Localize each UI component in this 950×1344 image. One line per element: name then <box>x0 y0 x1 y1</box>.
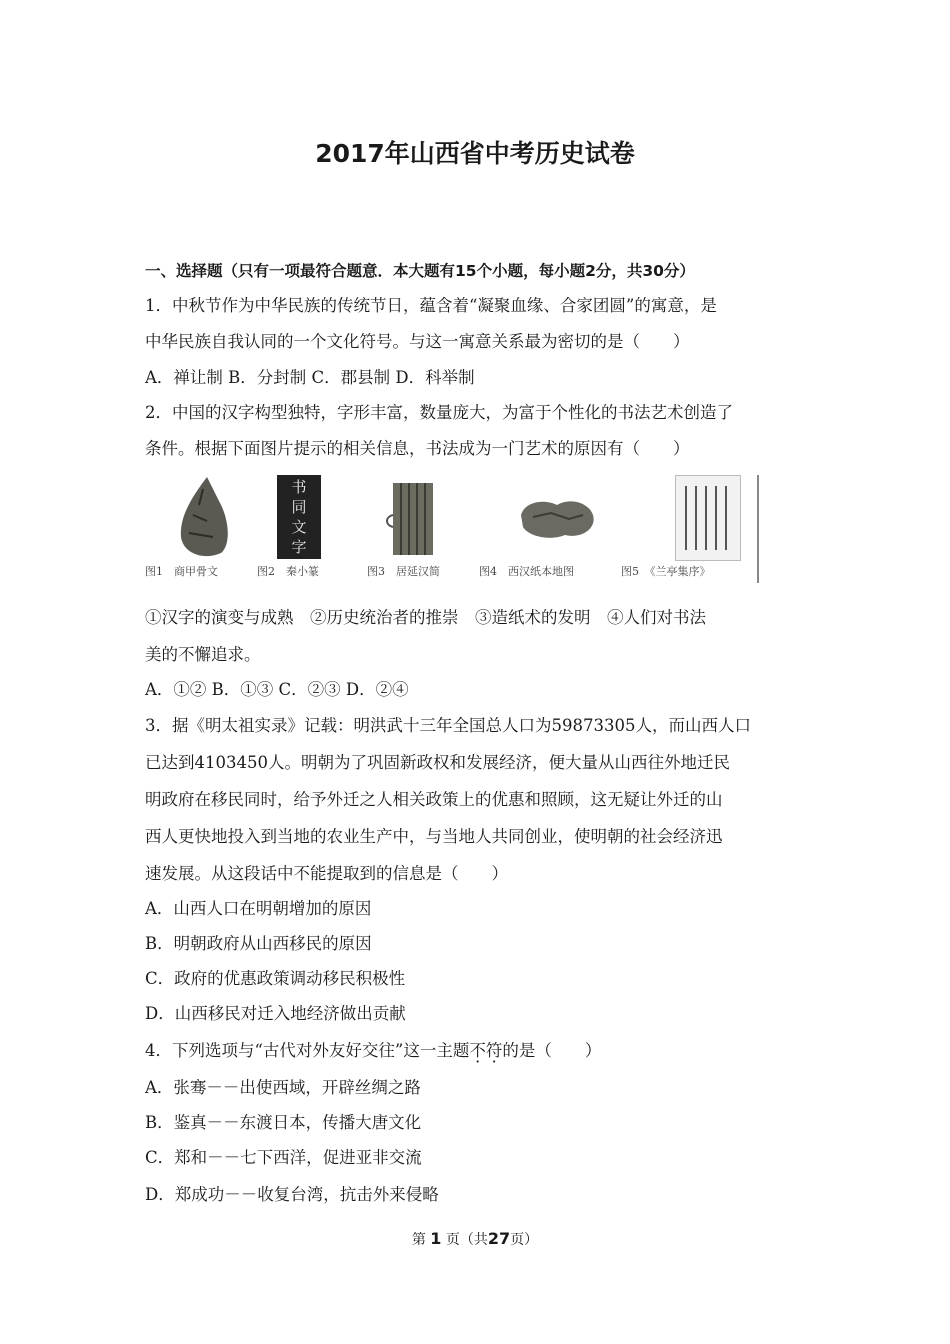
q3-stem-line4: 西人更快地投入到当地的农业生产中，与当地人共同创业，使明朝的社会经济迅 <box>145 827 723 846</box>
footer-suffix: 页） <box>510 1232 539 1248</box>
q3-stem-line2: 已达到4103450人。明朝为了巩固新政权和发展经济，便大量从山西往外地迁民 <box>145 753 730 772</box>
q4-stem-post: 的是（ ） <box>502 1041 602 1060</box>
strip-border <box>757 475 759 583</box>
q3-stem-line1: 3．据《明太祖实录》记载：明洪武十三年全国总人口为59873305人，而山西人口 <box>145 716 751 735</box>
footer-prefix: 第 <box>411 1232 426 1248</box>
q2-statements-line1: ①汉字的演变与成熟 ②历史统治者的推崇 ③造纸术的发明 ④人们对书法 <box>145 608 706 627</box>
q4-option-a: A．张骞－－出使西域，开辟丝绸之路 <box>145 1078 421 1097</box>
paper-map-image <box>511 475 601 561</box>
q4-stem <box>145 1039 601 1063</box>
q2-figure-strip <box>145 475 765 583</box>
caption-fig1: 图1 商甲骨文 <box>145 565 218 578</box>
seal-script-chars: 书同文字 <box>291 478 307 556</box>
q4-option-d: D．郑成功－－收复台湾，抗击外来侵略 <box>145 1185 439 1204</box>
q1-stem-line2: 中华民族自我认同的一个文化符号。与这一寓意关系最为密切的是（ ） <box>145 332 690 351</box>
seal-script-image <box>277 475 321 559</box>
caption-fig5: 图5 《兰亭集序》 <box>621 565 711 578</box>
q3-stem-line3: 明政府在移民同时，给予外迁之人相关政策上的优惠和照顾，这无疑让外迁的山 <box>145 790 723 809</box>
footer-total-pages: 27 <box>487 1229 511 1248</box>
q3-stem-line5: 速发展。从这段话中不能提取到的信息是（ ） <box>145 864 508 883</box>
page-footer <box>0 1229 950 1249</box>
q2-stem-line2: 条件。根据下面图片提示的相关信息，书法成为一门艺术的原因有（ ） <box>145 439 690 458</box>
q2-statements-line2: 美的不懈追求。 <box>145 645 261 664</box>
q3-option-c: C．政府的优惠政策调动移民积极性 <box>145 969 406 988</box>
section-heading: 一、选择题（只有一项最符合题意．本大题有15个小题，每小题2分，共30分） <box>145 262 695 280</box>
q4-emphasis-1: 不 <box>469 1041 486 1060</box>
page-title: 2017年山西省中考历史试卷 <box>315 139 635 168</box>
q4-option-c: C．郑和－－七下西洋，促进亚非交流 <box>145 1148 422 1167</box>
q3-option-d: D．山西移民对迁入地经济做出贡献 <box>145 1004 406 1023</box>
q3-option-b: B．明朝政府从山西移民的原因 <box>145 934 372 953</box>
caption-fig4: 图4 西汉纸本地图 <box>479 565 574 578</box>
q1-options: A．禅让制 B．分封制 C．郡县制 D．科举制 <box>145 368 475 387</box>
q1-stem-line1: 1．中秋节作为中华民族的传统节日，蕴含着“凝聚血缘、合家团圆”的寓意，是 <box>145 296 717 315</box>
q2-options: A．①② B．①③ C．②③ D．②④ <box>145 680 409 699</box>
footer-page-number: 1 <box>430 1229 442 1248</box>
caption-fig2: 图2 秦小篆 <box>257 565 319 578</box>
q4-emphasis-2: 符 <box>485 1041 503 1060</box>
footer-middle: 页（共 <box>445 1232 488 1248</box>
q4-stem-pre: 4．下列选项与“古代对外友好交往”这一主题 <box>145 1041 470 1060</box>
q4-option-b: B．鉴真－－东渡日本，传播大唐文化 <box>145 1113 422 1132</box>
lantingjixu-image <box>675 475 741 561</box>
q3-option-a: A．山西人口在明朝增加的原因 <box>145 899 372 918</box>
q2-stem-line1: 2．中国的汉字构型独特，字形丰富，数量庞大，为富于个性化的书法艺术创造了 <box>145 403 733 422</box>
bamboo-slips-image <box>385 475 441 561</box>
oracle-bone-image <box>173 475 233 561</box>
caption-fig3: 图3 居延汉简 <box>367 565 440 578</box>
